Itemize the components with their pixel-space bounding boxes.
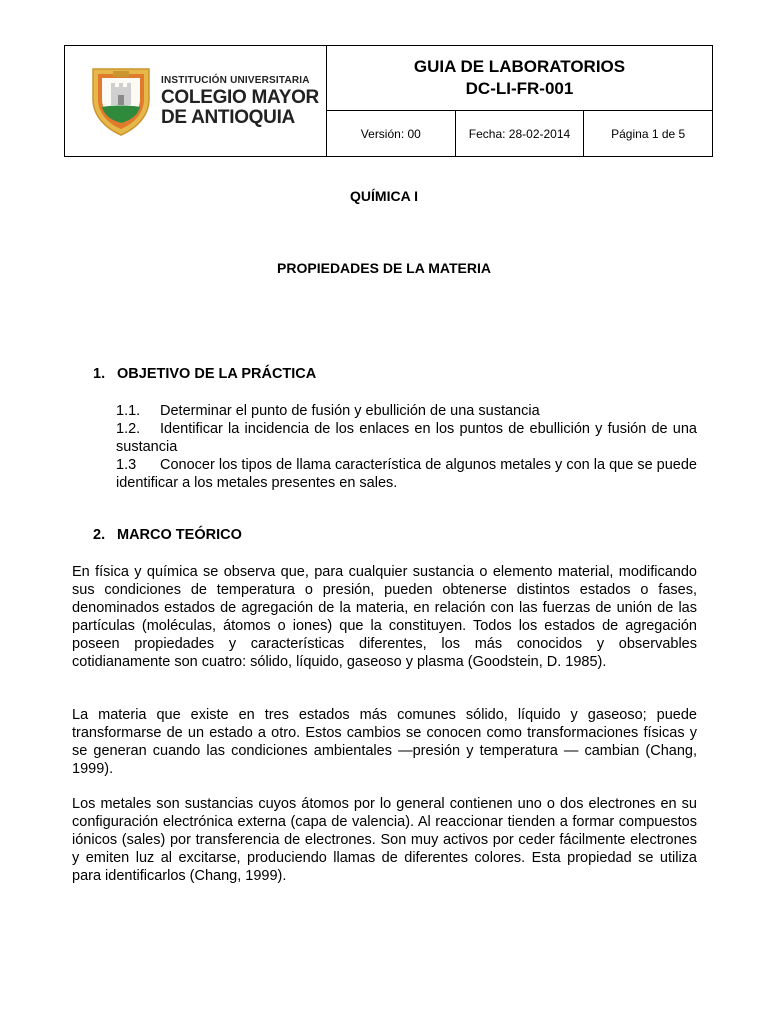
- logo-cell: [65, 46, 327, 157]
- logo-line-institution: INSTITUCIÓN UNIVERSITARIA: [161, 74, 310, 86]
- list-item-text: Identificar la incidencia de los enlaces en los puntos de ebullición y fusión de una sustancia: [116, 421, 697, 455]
- paragraph: Los metales son sustancias cuyos átomos por lo general contienen uno o dos electrones en su configuración electrónica externa (capa de valencia). Al reaccionar tienden a formar compuestos iónicos (sales) por transferencia de electrones. Son muy activos por ceder fácilmente electrones y emiten luz al excitarse, produciendo llamas de diferentes colores. Esta propiedad se utiliza para identificarlos (Chang, 1999).: [72, 796, 697, 884]
- list-item-text: Determinar el punto de fusión y ebullición de una sustancia: [160, 403, 540, 419]
- shield-icon: [89, 65, 153, 137]
- section-2-heading: [93, 527, 242, 543]
- section-1-number: 1.: [93, 366, 106, 382]
- list-item-index: 1.3: [116, 457, 137, 473]
- date-cell: Fecha: 28-02-2014: [455, 111, 584, 157]
- list-item-text: Conocer los tipos de llama característica de algunos metales y con la que se puede identificar a los metales presentes en sales.: [116, 457, 697, 491]
- doc-title: GUIA DE LABORATORIOS: [413, 57, 626, 76]
- topic-title: PROPIEDADES DE LA MATERIA: [277, 260, 491, 276]
- section-2-title: MARCO TEÓRICO: [117, 527, 242, 543]
- doc-code: DC-LI-FR-001: [465, 79, 574, 98]
- list-item: [116, 456, 697, 492]
- section-1-title: OBJETIVO DE LA PRÁCTICA: [117, 366, 317, 382]
- institution-logo: [65, 47, 326, 156]
- section-2-number: 2.: [93, 527, 106, 543]
- document-header: [64, 45, 713, 157]
- list-item-index: 1.1.: [116, 403, 141, 419]
- section-1-heading: [93, 366, 316, 382]
- logo-line-antioquia: DE ANTIOQUIA: [161, 106, 295, 128]
- page-cell: Página 1 de 5: [584, 111, 713, 157]
- paragraph: La materia que existe en tres estados más comunes sólido, líquido y gaseoso; puede transformarse de un estado a otro. Estos cambios se conocen como transformaciones físicas y se generan cuando las condiciones ambientales —presión y temperatura — cambian (Chang, 1999).: [72, 707, 697, 777]
- version-cell: Versión: 00: [327, 111, 456, 157]
- paragraph: En física y química se observa que, para cualquier sustancia o elemento material, modificando sus condiciones de temperatura o presión, pueden obtenerse distintos estados o fases, denominados estados de agregación de la materia, en relación con las fuerzas de unión de las partículas (moléculas, átomos o iones) que la constituyen. Todos los estados de agregación poseen propiedades y características diferentes, los más conocidos y observables cotidianamente son cuatro: sólido, líquido, gaseoso y plasma (Goodstein, D. 1985).: [72, 564, 697, 670]
- list-item: [116, 402, 697, 420]
- header-title-cell: [327, 46, 713, 111]
- logo-line-colegio: COLEGIO MAYOR: [161, 86, 319, 108]
- objectives-list: [116, 402, 697, 492]
- subject-title: QUÍMICA I: [350, 188, 418, 204]
- list-item-index: 1.2.: [116, 421, 141, 437]
- list-item: [116, 420, 697, 456]
